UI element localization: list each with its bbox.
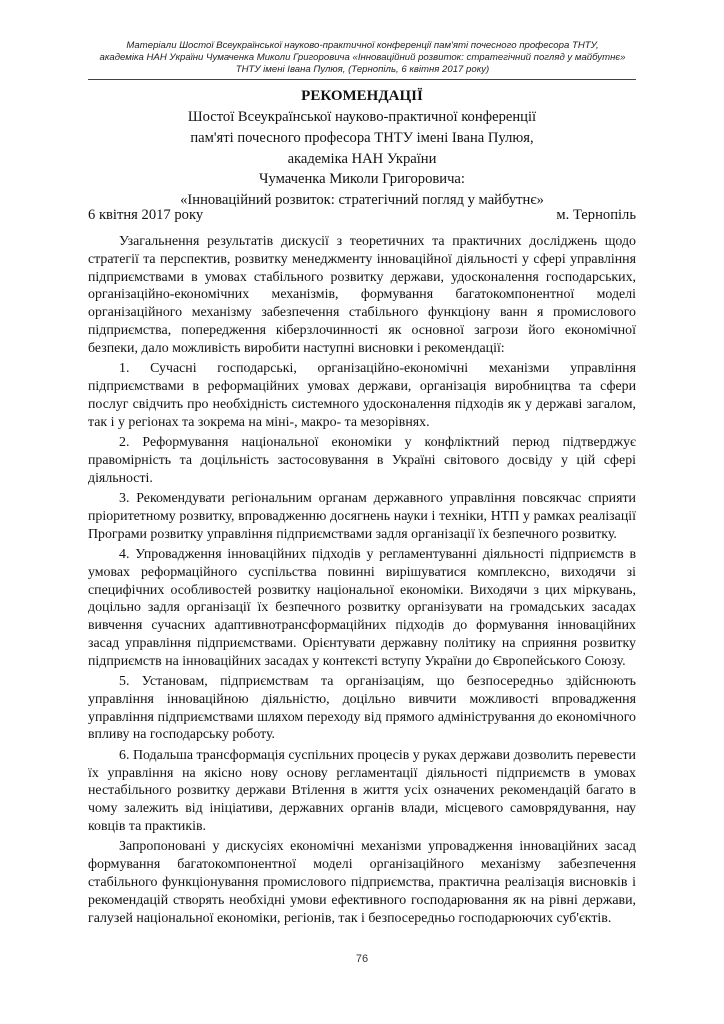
recommendation-6: 6. Подальша трансформація суспільних процесів у руках держави дозволить перевести їх управління на якісно нову основу регламентації діяльності підприємств в умовах нестабільного розвитку держави Втілення в життя усіх означених рекомендацій багато в чому залежить від ініціативи, державних органів влади, місцевого самоврядування, нау ковців та практиків. [88, 747, 636, 835]
recommendation-1: 1. Сучасні господарські, організаційно-економічні механізми управління підприємствами в реформаційних умовах держави, організація виробництва та сфери послуг свідчить про необхідність системного удосконалення підходів як у державі загалом, так і у регіонах та зокрема на міні-, макро- та мезорівнях. [88, 361, 636, 430]
recommendation-4: 4. Упровадження інноваційних підходів у регламентуванні діяльності підприємств в умовах реформаційного суспільства повинні вирішуватися комплексно, виходячи зі специфічних особливостей розвитку національної економіки. Виходячи з цих міркувань, доцільно задля організації їх безпечного розвитку організувати на громадських засадах вивчення сучасних адаптивнотрансформаційних підходів до формування інноваційних засад управління підприємствами. Орієнтувати державну політику на сприяння розвитку підприємств на інноваційних засадах у контексті вступу України до Європейського Союзу. [88, 546, 636, 669]
document-place: м. Тернопіль [556, 207, 636, 223]
title-block [88, 86, 636, 211]
subtitle-line-1: Шостої Всеукраїнської науково-практичної конференції [187, 109, 537, 125]
header-line-3: ТНТУ імені Івана Пулюя, (Тернопіль, 6 квітня 2017 року) [235, 64, 490, 75]
conclusion-paragraph: Запропоновані у дискусіях економічні механізми упровадження інноваційних засад формування багатокомпонентної моделі організаційного механізму забезпечення стабільного функціонування промислового підприємства, практична реалізація висновків і рекомендацій створять необхідні умови ефективного господарювання як на рівні держави, галузей національної економіки, регіонів, так і безпосередньо господарюючих суб'єктів. [88, 839, 636, 926]
body-text [88, 233, 636, 930]
intro-paragraph: Узагальнення результатів дискусії з теоретичних та практичних досліджень щодо стратегії та перспектив, розвитку менеджменту інноваційної діяльності у сфері управління підприємствами в умовах стабільного розвитку держави, удосконалення господарських, організаційно-економічних механізмів, формування багатокомпонентної моделі організаційного механізму забезпечення стабільного функціону ванн я промислового підприємства, попередження кіберзлочинності як основної загрози його економічної безпеки, дало можливість виробити наступні висновки і рекомендації: [88, 234, 636, 356]
header-line-2: академіка НАН України Чумаченка Миколи Григоровича «Інноваційний розвиток: стратегічний погляд у майбутнє» [99, 52, 626, 63]
recommendation-3: 3. Рекомендувати регіональним органам державного управління повсякчас сприяти пріоритетному розвитку, впровадженню досягнень науки і техніки, НТП у рамках реалізації Програми розвитку управління підприємствами задля організації їх безпечного розвитку. [88, 490, 636, 542]
header-divider [88, 79, 636, 80]
recommendation-5: 5. Установам, підприємствам та організаціям, що безпосередньо здійснюють управління інноваційною діяльністю, доцільно вивчити можливості впровадження управління підприємствами шляхом переходу від прямого адміністрування до економічного впливу на господарську роботу. [88, 674, 636, 743]
document-date: 6 квітня 2017 року [88, 207, 204, 223]
running-header [70, 40, 655, 76]
recommendation-2: 2. Реформування національної економіки у конфліктний перюд підтверджує правомірність та доцільність застосовування в Україні світового досвіду у цій сфері діяльності. [88, 434, 636, 486]
page-number: 76 [355, 953, 369, 965]
document-title: РЕКОМЕНДАЦІЇ [301, 88, 423, 104]
subtitle-line-3: академіка НАН України [287, 150, 437, 167]
subtitle-line-2: пам'яті почесного професора ТНТУ імені Івана Пулюя, [190, 129, 534, 146]
subtitle-line-5: «Інноваційний розвиток: стратегічний погляд у майбутнє» [180, 192, 544, 209]
header-line-1: Матеріали Шостої Всеукраїнської науково-практичної конференції пам'яті почесного професора ТНТУ, [126, 40, 599, 51]
subtitle-line-4: Чумаченка Миколи Григоровича: [259, 171, 465, 188]
